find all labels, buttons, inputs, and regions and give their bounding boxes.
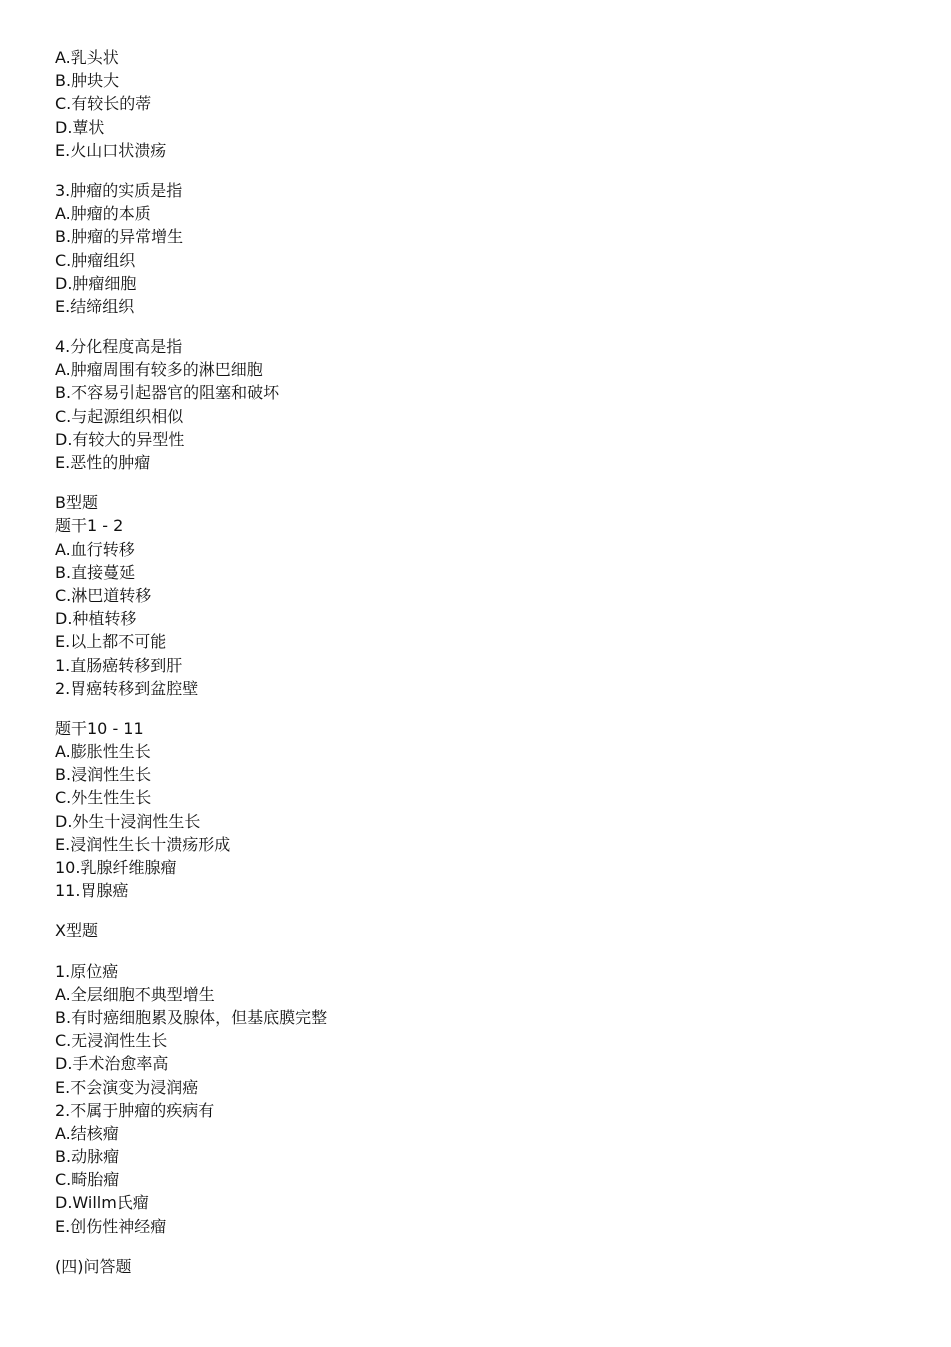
option-line: E.恶性的肿瘤: [55, 453, 151, 472]
option-line: A.血行转移: [55, 539, 135, 559]
sub-question: 1.直肠癌转移到肝: [55, 655, 183, 675]
option-line: D.手术治愈率高: [55, 1054, 169, 1074]
option-line: D.蕈状: [55, 117, 105, 137]
option-line: B.直接蔓延: [55, 562, 136, 582]
option-line: A.结核瘤: [55, 1123, 119, 1143]
option-line: C.畸胎瘤: [55, 1170, 120, 1190]
question-stem: 2.不属于肿瘤的疾病有: [55, 1100, 215, 1120]
option-line: E.不会演变为浸润癌: [55, 1077, 199, 1097]
option-line: E.火山口状溃疡: [55, 140, 167, 160]
question-stem: 3.肿瘤的实质是指: [55, 180, 183, 200]
option-line: B.有时癌细胞累及腺体，但基底膜完整: [55, 1007, 328, 1027]
question-stem: 题干1 - 2: [55, 516, 124, 536]
option-line: C.与起源组织相似: [55, 406, 184, 426]
b-type-group-1-2: [55, 491, 915, 700]
option-line: E.结缔组织: [55, 296, 135, 316]
option-line: C.淋巴道转移: [55, 585, 152, 605]
option-line: A.全层细胞不典型增生: [55, 984, 215, 1004]
option-line: C.无浸润性生长: [55, 1031, 168, 1051]
option-line: E.浸润性生长十溃疡形成: [55, 834, 231, 854]
option-line: A.肿瘤的本质: [55, 204, 151, 224]
question-3: [55, 179, 915, 318]
option-line: D.外生十浸润性生长: [55, 811, 201, 831]
x-type-questions: [55, 960, 915, 1238]
x-type-heading-block: [55, 919, 915, 942]
section-heading: B型题: [55, 493, 98, 513]
sub-question: 10.乳腺纤维腺瘤: [55, 858, 177, 877]
option-line: D.Willm氏瘤: [55, 1193, 149, 1213]
option-line: C.外生性生长: [55, 788, 152, 808]
option-line: D.肿瘤细胞: [55, 273, 137, 293]
option-line: D.种植转移: [55, 609, 137, 629]
option-line: D.有较大的异型性: [55, 429, 185, 449]
option-line: A.膨胀性生长: [55, 742, 151, 762]
option-line: B.浸润性生长: [55, 765, 152, 785]
b-type-group-10-11: [55, 717, 915, 903]
question-2-options: [55, 46, 915, 162]
essay-heading-block: [55, 1255, 915, 1278]
question-stem: 题干10 - 11: [55, 718, 144, 738]
question-stem: 1.原位癌: [55, 961, 119, 981]
section-heading: (四)问答题: [55, 1256, 132, 1276]
option-line: E.以上都不可能: [55, 632, 167, 652]
option-line: A.肿瘤周围有较多的淋巴细胞: [55, 360, 263, 380]
option-line: C.有较长的蒂: [55, 94, 152, 114]
option-line: B.动脉瘤: [55, 1147, 120, 1167]
section-heading: X型题: [55, 921, 98, 941]
document-page: [55, 46, 915, 1295]
option-line: E.创伤性神经瘤: [55, 1216, 167, 1236]
sub-question: 11.胃腺癌: [55, 881, 129, 901]
sub-question: 2.胃癌转移到盆腔壁: [55, 678, 199, 698]
option-line: C.肿瘤组织: [55, 250, 136, 270]
option-line: B.肿瘤的异常增生: [55, 227, 184, 247]
option-line: A.乳头状: [55, 48, 119, 67]
question-stem: 4.分化程度高是指: [55, 337, 183, 357]
option-line: B.肿块大: [55, 71, 120, 91]
option-line: B.不容易引起器官的阻塞和破坏: [55, 383, 280, 403]
question-4: [55, 335, 915, 474]
